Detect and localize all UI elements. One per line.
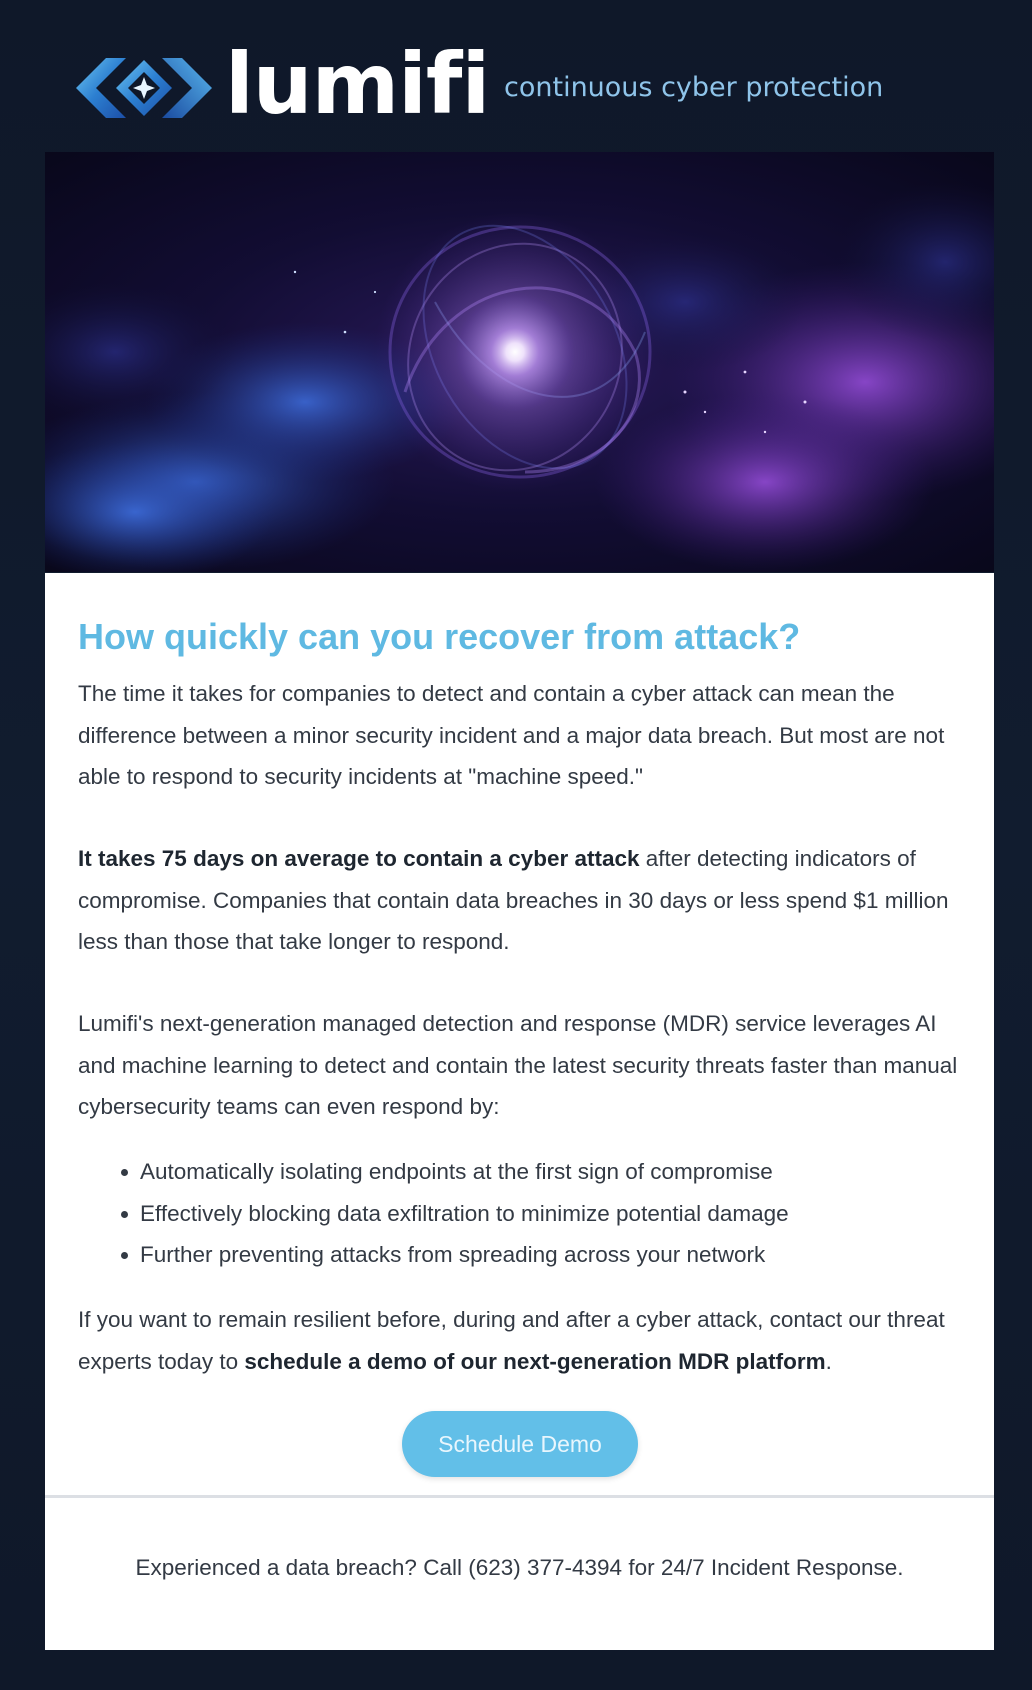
list-item	[78, 1151, 958, 1193]
closing-paragraph	[78, 1299, 968, 1382]
stat-highlight: It takes 75 days on average to contain a cyber attack	[78, 846, 640, 871]
bullet-icon	[121, 1211, 128, 1218]
headline: How quickly can you recover from attack?	[78, 616, 801, 657]
intro-paragraph: The time it takes for companies to detect and contain a cyber attack can mean the difference between a minor security incident and a major data breach. But most are not able to respond to security incidents at "machine speed."	[78, 681, 945, 789]
stat-paragraph-text: after detecting indicators of compromise. Companies that contain data breaches in 30 days or less spend $1 million less than those that take longer to respond.	[78, 846, 949, 954]
bullet-icon	[121, 1252, 128, 1259]
header	[0, 0, 1032, 150]
footer	[45, 1498, 994, 1650]
list-item-text: Effectively blocking data exfiltration to minimize potential damage	[140, 1200, 789, 1226]
list-item-text: Further preventing attacks from spreading across your network	[140, 1242, 766, 1267]
stat-paragraph	[78, 838, 968, 963]
content-card	[45, 573, 994, 1496]
closing-text: If you want to remain resilient before, during and after a cyber attack, contact our threat experts today to	[78, 1307, 945, 1374]
lumifi-logo-icon	[76, 50, 212, 126]
energy-orb-icon	[45, 152, 994, 572]
brand-tagline: continuous cyber protection	[504, 72, 884, 103]
bullet-icon	[121, 1169, 128, 1176]
brand-wordmark: lumifi	[225, 35, 490, 133]
demo-highlight: schedule a demo of our next-generation MDR platform	[244, 1348, 826, 1374]
list-item-text: Automatically isolating endpoints at the first sign of compromise	[140, 1159, 773, 1184]
benefits-list	[78, 1151, 958, 1276]
list-item	[78, 1234, 958, 1276]
list-item	[78, 1193, 958, 1235]
hero-image	[45, 152, 994, 572]
incident-response-text: Experienced a data breach? Call (623) 377-4394 for 24/7 Incident Response.	[135, 1555, 904, 1580]
service-paragraph: Lumifi's next-generation managed detection and response (MDR) service leverages AI and machine learning to detect and contain the latest security threats faster than manual cybersecurity teams can even respond by:	[78, 1011, 958, 1119]
closing-period: .	[825, 1348, 832, 1374]
schedule-demo-button[interactable]: Schedule Demo	[402, 1411, 638, 1477]
